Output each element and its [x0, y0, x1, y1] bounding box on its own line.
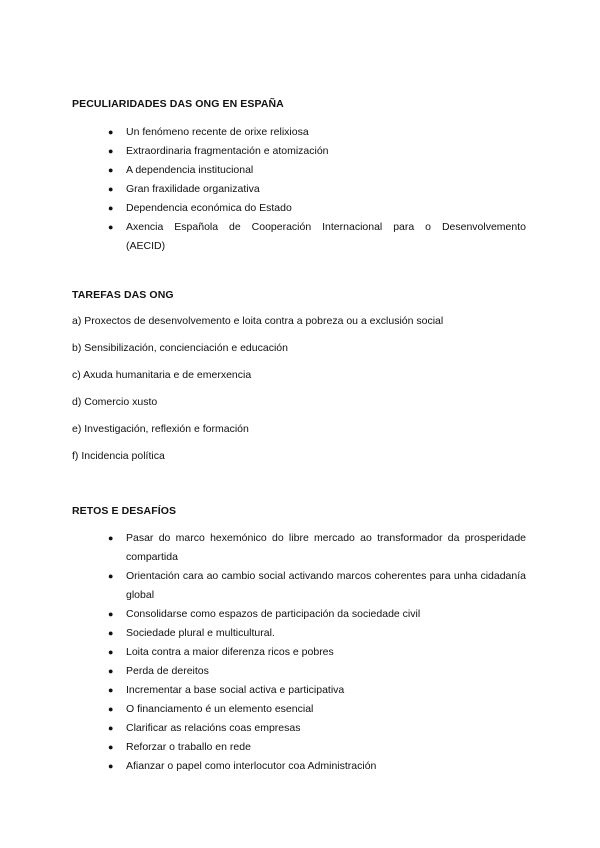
bullet-icon: ● [108, 647, 114, 657]
bullet-icon: ● [108, 723, 114, 733]
tarefa-item: c) Axuda humanitaria e de emerxencia [72, 369, 252, 381]
list-item: ● Perda de dereitos [0, 662, 526, 681]
peculiaridades-list [0, 123, 526, 256]
list-item: ● Gran fraxilidade organizativa [0, 180, 526, 199]
list-item: ● Un fenómeno recente de orixe relixiosa [0, 123, 526, 142]
list-item: ● Loita contra a maior diferenza ricos e pobres [0, 643, 526, 662]
tarefa-item: e) Investigación, reflexión e formación [72, 423, 249, 435]
list-item: ● Extraordinaria fragmentación e atomización [0, 142, 526, 161]
bullet-icon: ● [108, 571, 114, 581]
section-heading-tarefas: TAREFAS DAS ONG [72, 289, 174, 301]
section-heading-retos: RETOS E DESAFÍOS [72, 505, 177, 517]
list-item: ● Clarificar as relacións coas empresas [0, 719, 526, 738]
tarefa-item: f) Incidencia política [72, 450, 165, 462]
list-item: ● Axencia Española de Cooperación Internacional para o Desenvolvemento (AECID) [0, 218, 526, 256]
list-item: ● Dependencia económica do Estado [0, 199, 526, 218]
bullet-icon: ● [108, 704, 114, 714]
tarefa-item: a) Proxectos de desenvolvemento e loita contra a pobreza ou a exclusión social [72, 315, 444, 327]
bullet-icon: ● [108, 533, 114, 543]
bullet-icon: ● [108, 146, 114, 156]
retos-list [0, 529, 526, 776]
list-item: ● Pasar do marco hexemónico do libre mercado ao transformador da prosperidade compartida [0, 529, 526, 567]
tarefa-item: d) Comercio xusto [72, 396, 158, 408]
bullet-icon: ● [108, 761, 114, 771]
bullet-icon: ● [108, 165, 114, 175]
list-item: ● O financiamento é un elemento esencial [0, 700, 526, 719]
list-item: ● A dependencia institucional [0, 161, 526, 180]
list-item: ● Orientación cara ao cambio social activando marcos coherentes para unha cidadanía global [0, 567, 526, 605]
tarefa-item: b) Sensibilización, concienciación e educación [72, 342, 288, 354]
list-item: ● Incrementar a base social activa e participativa [0, 681, 526, 700]
section-heading-peculiaridades: PECULIARIDADES DAS ONG EN ESPAÑA [72, 98, 284, 110]
list-item: ● Sociedade plural e multicultural. [0, 624, 526, 643]
bullet-icon: ● [108, 127, 114, 137]
bullet-icon: ● [108, 203, 114, 213]
bullet-icon: ● [108, 685, 114, 695]
bullet-icon: ● [108, 184, 114, 194]
bullet-icon: ● [108, 222, 114, 232]
list-item: ● Afianzar o papel como interlocutor coa Administración [0, 757, 526, 776]
list-item: ● Consolidarse como espazos de participación da sociedade civil [0, 605, 526, 624]
list-item: ● Reforzar o traballo en rede [0, 738, 526, 757]
bullet-icon: ● [108, 666, 114, 676]
bullet-icon: ● [108, 628, 114, 638]
bullet-icon: ● [108, 609, 114, 619]
bullet-icon: ● [108, 742, 114, 752]
